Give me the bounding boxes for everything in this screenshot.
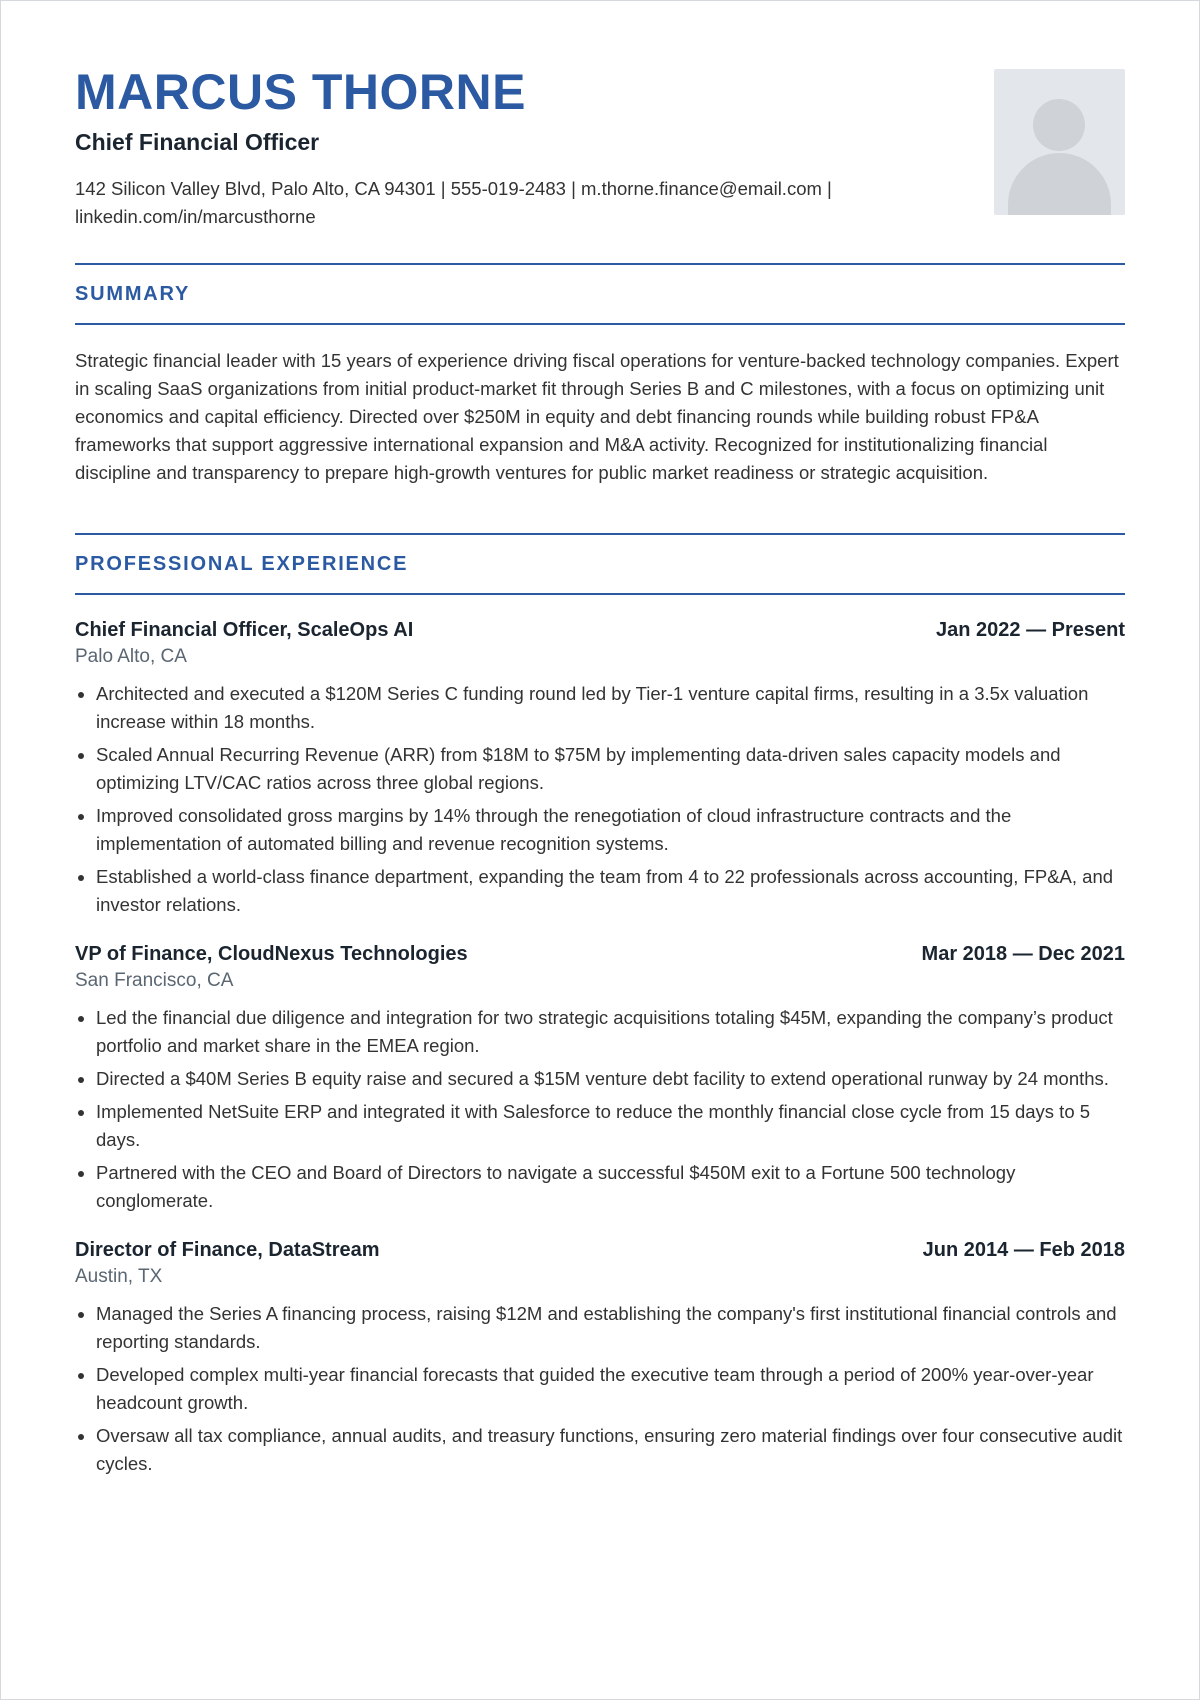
list-item: • Established a world-class finance department, expanding the team from 4 to 22 professionals across accounting, FP&A, and investor relations. <box>96 863 1125 919</box>
job-bullets <box>75 680 1125 919</box>
job-entry <box>75 1237 1125 1478</box>
list-item: • Managed the Series A financing process, raising $12M and establishing the company's first institutional financial controls and reporting standards. <box>96 1300 1125 1356</box>
job-title: Director of Finance, DataStream <box>75 1239 380 1261</box>
job-entry <box>75 941 1125 1215</box>
job-dates: Mar 2018 — Dec 2021 <box>921 943 1125 965</box>
list-item: • Directed a $40M Series B equity raise and secured a $15M venture debt facility to extend operational runway by 24 months. <box>96 1065 1125 1093</box>
job-location: San Francisco, CA <box>75 970 234 991</box>
list-item: • Improved consolidated gross margins by 14% through the renegotiation of cloud infrastructure contracts and the implementation of automated billing and revenue recognition systems. <box>96 802 1125 858</box>
job-location: Austin, TX <box>75 1266 163 1287</box>
summary-section <box>75 263 1125 487</box>
list-item: • Scaled Annual Recurring Revenue (ARR) from $18M to $75M by implementing data-driven sales capacity models and optimizing LTV/CAC ratios across three global regions. <box>96 741 1125 797</box>
list-item: • Oversaw all tax compliance, annual audits, and treasury functions, ensuring zero material findings over four consecutive audit cycles. <box>96 1422 1125 1478</box>
section-header <box>75 533 1125 595</box>
job-bullets <box>75 1004 1125 1215</box>
contact-line: 142 Silicon Valley Blvd, Palo Alto, CA 94301 | 555-019-2483 | m.thorne.finance@email.com | <box>75 178 832 199</box>
contact-info <box>75 175 875 231</box>
job-header-row <box>75 1237 1125 1263</box>
avatar-body-shape <box>1008 153 1111 215</box>
job-dates: Jan 2022 — Present <box>936 619 1125 641</box>
list-item: • Implemented NetSuite ERP and integrated it with Salesforce to reduce the monthly financial close cycle from 15 days to 5 days. <box>96 1098 1125 1154</box>
list-item: • Architected and executed a $120M Series C funding round led by Tier-1 venture capital firms, resulting in a 3.5x valuation increase within 18 months. <box>96 680 1125 736</box>
job-header-row <box>75 617 1125 643</box>
section-header <box>75 263 1125 325</box>
resume-header <box>75 63 1125 263</box>
list-item: • Led the financial due diligence and integration for two strategic acquisitions totaling $45M, expanding the company’s product portfolio and market share in the EMEA region. <box>96 1004 1125 1060</box>
job-title: VP of Finance, CloudNexus Technologies <box>75 943 468 965</box>
list-item: • Developed complex multi-year financial forecasts that guided the executive team through a period of 200% year-over-year headcount growth. <box>96 1361 1125 1417</box>
person-avatar-icon <box>994 69 1125 215</box>
candidate-role: Chief Financial Officer <box>75 129 320 155</box>
job-entry <box>75 617 1125 919</box>
section-title: PROFESSIONAL EXPERIENCE <box>75 552 409 575</box>
experience-section <box>75 533 1125 1478</box>
job-location: Palo Alto, CA <box>75 646 187 667</box>
job-bullets <box>75 1300 1125 1478</box>
section-title: SUMMARY <box>75 282 191 305</box>
list-item: • Partnered with the CEO and Board of Directors to navigate a successful $450M exit to a Fortune 500 technology conglomerate. <box>96 1159 1125 1215</box>
candidate-name: MARCUS THORNE <box>75 64 526 120</box>
contact-line: linkedin.com/in/marcusthorne <box>75 206 316 227</box>
job-header-row <box>75 941 1125 967</box>
summary-text: Strategic financial leader with 15 years of experience driving fiscal operations for venture-backed technology companies. Expert in scaling SaaS organizations from initial product-market fit through Series B and C milestones, with a focus on optimizing unit economics and capital efficiency. Directed over $250M in equity and debt financing rounds while building robust FP&A frameworks that support aggressive international expansion and M&A activity. Recognized for institutionalizing financial discipline and transparency to prepare high-growth ventures for public market readiness or strategic acquisition. <box>75 350 1119 483</box>
job-title: Chief Financial Officer, ScaleOps AI <box>75 619 414 641</box>
avatar-head-shape <box>1033 99 1085 151</box>
job-dates: Jun 2014 — Feb 2018 <box>922 1239 1125 1261</box>
